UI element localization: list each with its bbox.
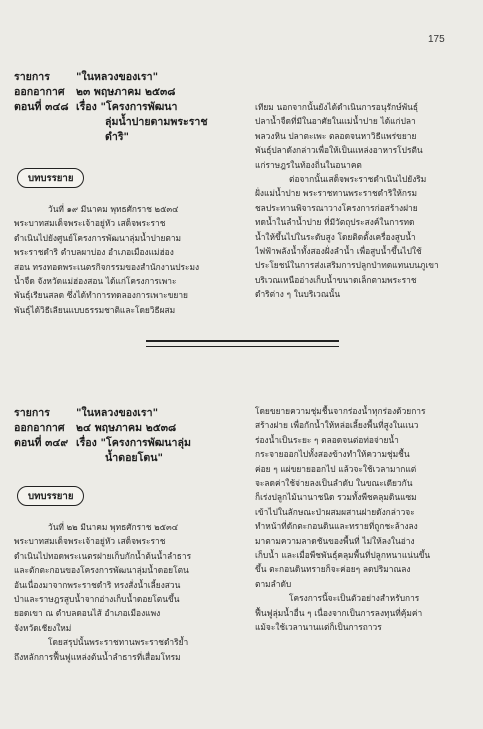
text-line: ยอดเขา ณ ตำบลดอนไส้ อำเภอเมืองแพง <box>14 608 161 619</box>
text-line: โดยสรุปนั้นพระราชทานพระราชดำริย้ำ <box>48 637 189 648</box>
page-number: 175 <box>428 34 445 45</box>
text-line: จะลดค่าใช้จ่ายลงเป็นลำดับ ในขณะเดียวกัน <box>255 478 413 489</box>
text-line: ดำเนินไปทอดพระเนตรฝายเก็บกักน้ำต้นน้ำลำธาร <box>14 550 192 561</box>
episode-title-line: เรื่อง "โครงการพัฒนาลุ่ม <box>76 437 191 449</box>
episode-title-line: น้ำดอยโตน" <box>105 452 163 464</box>
text-line: พระราชดำริ ตำบลผาบ่อง อำเภอเมืองแม่ฮ่อง <box>14 247 174 258</box>
text-line: ถึงหลักการฟื้นฟูแหล่งต้นน้ำลำธารที่เสื่อมโทรม <box>14 651 181 662</box>
broadcast-label: ออกอากาศ <box>14 86 65 98</box>
episode-title-line: ลุ่มน้ำปายตามพระราช <box>105 116 208 128</box>
text-line: ต่อจากนั้นเสด็จพระราชดำเนินไปยังริม <box>289 174 427 185</box>
text-line: มาตามความลาดชันของพื้นที่ ไม่ให้ลงในอ่าง <box>255 535 415 546</box>
program-name: "ในหลวงของเรา" <box>76 407 159 419</box>
body-column-left <box>14 520 227 664</box>
text-line: ทำหน้าที่ดักตะกอนดินและทรายที่ถูกชะล้างลง <box>255 521 418 532</box>
text-line: ทดน้ำในลำน้ำปาย ที่มีวัตถุประสงค์ในการทด <box>255 217 415 228</box>
text-line: ปลาน้ำจืดที่มีในอาศัยในแม่น้ำปาย ได้แก่ปลา <box>255 116 416 127</box>
text-line: พันธุ์ปลาดังกล่าวเพื่อให้เป็นแหล่งอาหารโปรตีน <box>255 145 423 156</box>
program-label: รายการ <box>14 71 50 83</box>
broadcast-date: ๒๔ พฤษภาคม ๒๕๓๘ <box>76 422 177 434</box>
text-line: ไฟฟ้าพลังน้ำทั้งสองฝั่งลำน้ำ เพื่อสูบน้ำขึ้นไปใช้ <box>255 246 422 257</box>
text-line: พระบาทสมเด็จพระเจ้าอยู่หัว เสด็จพระราช <box>14 218 166 229</box>
text-line: ขึ้น ตะกอนดินทรายก็จะค่อยๆ ลดปริมาณลง <box>255 564 411 575</box>
broadcast-date: ๒๓ พฤษภาคม ๒๕๓๘ <box>76 86 176 98</box>
text-line: ดำเนินไปยังศูนย์โครงการพัฒนาลุ่มน้ำปายตาม <box>14 232 182 243</box>
text-line: ก็เร่งปลูกไม้นานาชนิด รวมทั้งพืชคลุมดินแซม <box>255 492 417 503</box>
text-line: น้ำจืด จังหวัดแม่ฮ่องสอน ได้แก่โครงการเพาะ <box>14 276 177 287</box>
text-line: เทียม นอกจากนั้นยังได้ดำเนินการอนุรักษ์พันธุ์ <box>255 102 419 112</box>
text-line: ร่องน้ำเป็นระยะ ๆ ตลอดจนต่อท่อจ่ายน้ำ <box>255 434 399 445</box>
text-line: พลวงหิน ปลาตะเพะ ตลอดจนหาวิธีแพร่ขยาย <box>255 130 417 141</box>
narration-badge: บทบรรยาย <box>17 486 84 506</box>
text-line: แม้จะใช้เวลานานแต่ก็เป็นการถาวร <box>255 622 382 633</box>
text-line: พันธุ์ได้วิธีเลียนแบบธรรมชาติและโดยวิธีผสม <box>14 304 176 315</box>
text-line: จังหวัดเชียงใหม่ <box>14 622 72 633</box>
episode-label: ตอนที่ ๓๔๘ <box>14 101 69 113</box>
broadcast-label: ออกอากาศ <box>14 422 65 434</box>
text-line: โครงการนี้จะเป็นตัวอย่างสำหรับการ <box>289 593 420 604</box>
section-divider <box>146 340 339 347</box>
text-line: กระจายออกไปทั้งสองข้างทำให้ความชุ่มชื้น <box>255 449 410 460</box>
text-line: และตักตะกอนของโครงการพัฒนาลุ่มน้ำดอยโตน <box>14 565 189 576</box>
text-line: วันที่ ๑๙ มีนาคม พุทธศักราช ๒๕๓๔ <box>48 204 179 214</box>
text-line: สอน ทรงทอดพระเนตรกิจกรรมของสำนักงานประมง <box>14 261 200 272</box>
program-label: รายการ <box>14 407 50 419</box>
text-line: บริเวณเหนืออ่างเก็บน้ำขนาดเล็กตามพระราช <box>255 274 417 285</box>
episode-title-line: เรื่อง "โครงการพัฒนา <box>76 101 178 113</box>
text-line: ป่าและราษฎรสูบน้ำจากอ่างเก็บน้ำดอยโตนขึ้น <box>14 594 180 605</box>
narration-badge: บทบรรยาย <box>17 168 84 188</box>
body-column-right <box>255 100 469 302</box>
episode-title-line: ดำริ" <box>105 131 130 143</box>
text-line: ประโยชน์ในการส่งเสริมการปลูกป่าทดแทนบนภูเขา <box>255 260 439 271</box>
text-line: เข้าไปในลักษณะป่าผสมผสานฝายดังกล่าวจะ <box>255 506 415 517</box>
text-line: แก่ราษฎรในท้องถิ่นในอนาคต <box>255 159 362 170</box>
text-line: อันเนื่องมาจากพระราชดำริ ทรงสั่งน้ำเลี้ยงสวน <box>14 579 181 590</box>
meta-block <box>14 406 244 466</box>
text-line: ชลประทานพิจารณาวางโครงการก่อสร้างฝาย <box>255 202 418 213</box>
body-column-left <box>14 202 227 317</box>
text-line: พระบาทสมเด็จพระเจ้าอยู่หัว เสด็จพระราช <box>14 536 166 547</box>
text-line: วันที่ ๒๒ มีนาคม พุทธศักราช ๒๕๓๔ <box>48 522 179 532</box>
text-line: น้ำให้ขึ้นไปในระดับสูง โดยติดตั้งเครื่องสูบน้ำ <box>255 231 416 242</box>
body-column-right <box>255 404 469 635</box>
text-line: สร้างฝาย เพื่อกักน้ำให้หล่อเลี้ยงพื้นที่สูงในแนว <box>255 420 419 431</box>
episode-label: ตอนที่ ๓๔๙ <box>14 437 69 449</box>
text-line: โดยขยายความชุ่มชื้นจากร่องน้ำทุกร่องด้วยการ <box>255 406 426 416</box>
text-line: พันธุ์เรียนสลด ซึ่งได้ทำการทดลองการเพาะขยาย <box>14 290 188 301</box>
text-line: ฝั่งแม่น้ำปาย พระราชทานพระราชดำริให้กรม <box>255 188 418 199</box>
text-line: ดำริต่าง ๆ ในบริเวณนั้น <box>255 289 341 300</box>
text-line: ฟื้นฟูลุ่มน้ำอื่น ๆ เนื่องจากเป็นการลงทุนที่คุ้มค่า <box>255 607 423 618</box>
text-line: ค่อย ๆ แผ่ขยายออกไป แล้วจะใช้เวลามากแต่ <box>255 463 417 474</box>
meta-block <box>14 70 244 145</box>
program-name: "ในหลวงของเรา" <box>76 71 159 83</box>
text-line: ตามลำดับ <box>255 578 292 589</box>
text-line: เก็บน้ำ และเมื่อพืชพันธุ์คลุมพื้นที่ปลูกหนาแน่นขึ้น <box>255 550 431 561</box>
